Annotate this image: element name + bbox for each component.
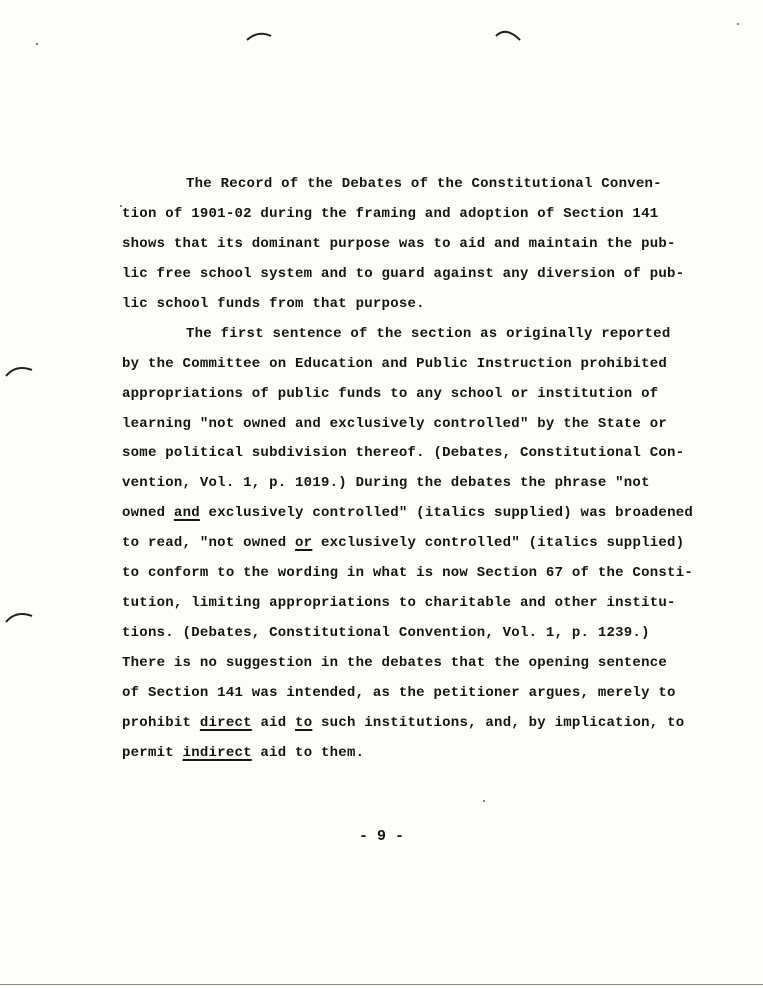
text-line: vention, Vol. 1, p. 1019.) During the debates the phrase "not — [122, 475, 650, 492]
underlined-word: direct — [199, 714, 252, 731]
page-number: - 9 - — [358, 828, 404, 845]
text-line: The Record of the Debates of the Constitutional Conven- — [186, 176, 662, 192]
text-line: shows that its dominant purpose was to aid and maintain the pub- — [122, 235, 676, 252]
text-line: tution, limiting appropriations to charitable and other institu- — [122, 595, 676, 612]
text-line: learning "not owned and exclusively controlled" by the State or — [122, 415, 668, 432]
underlined-word: indirect — [182, 744, 252, 761]
text-line: prohibit direct aid to such institutions, and, by implication, to — [122, 714, 685, 731]
underlined-word: to — [295, 714, 313, 731]
scan-speck — [483, 800, 485, 802]
scan-speck — [36, 43, 38, 45]
punch-hole-mark-top-left — [244, 28, 274, 44]
text-line: There is no suggestion in the debates that the opening sentence — [122, 655, 668, 671]
text-line: appropriations of public funds to any school or institution of — [122, 385, 659, 402]
punch-hole-mark-left-lower — [4, 608, 34, 626]
text-line: lic free school system and to guard against any diversion of pub- — [122, 265, 685, 282]
body-text — [122, 170, 722, 769]
text-line: owned and exclusively controlled" (italics supplied) was broadened — [122, 505, 694, 522]
underlined-word: or — [295, 535, 313, 552]
paragraph — [122, 170, 722, 320]
underlined-word: and — [173, 505, 200, 522]
text-line: to read, "not owned or exclusively controlled" (italics supplied) — [122, 535, 685, 552]
text-line: permit indirect aid to them. — [122, 744, 365, 761]
paragraph — [122, 320, 722, 769]
text-line: The first sentence of the section as originally reported — [186, 325, 671, 342]
text-line: to conform to the wording in what is now Section 67 of the Consti- — [122, 565, 693, 582]
text-line: by the Committee on Education and Public Instruction prohibited — [122, 355, 668, 372]
punch-hole-mark-top-right — [494, 26, 524, 44]
scan-bottom-edge — [0, 984, 763, 985]
text-line: tions. (Debates, Constitutional Convention, Vol. 1, p. 1239.) — [122, 625, 650, 642]
text-line: some political subdivision thereof. (Debates, Constitutional Con- — [122, 445, 685, 462]
text-line: of Section 141 was intended, as the petitioner argues, merely to — [122, 684, 676, 701]
text-line: tion of 1901-02 during the framing and adoption of Section 141 — [122, 205, 659, 222]
punch-hole-mark-left-upper — [4, 362, 34, 380]
text-line: lic school funds from that purpose. — [122, 295, 425, 312]
scan-speck — [737, 23, 739, 25]
